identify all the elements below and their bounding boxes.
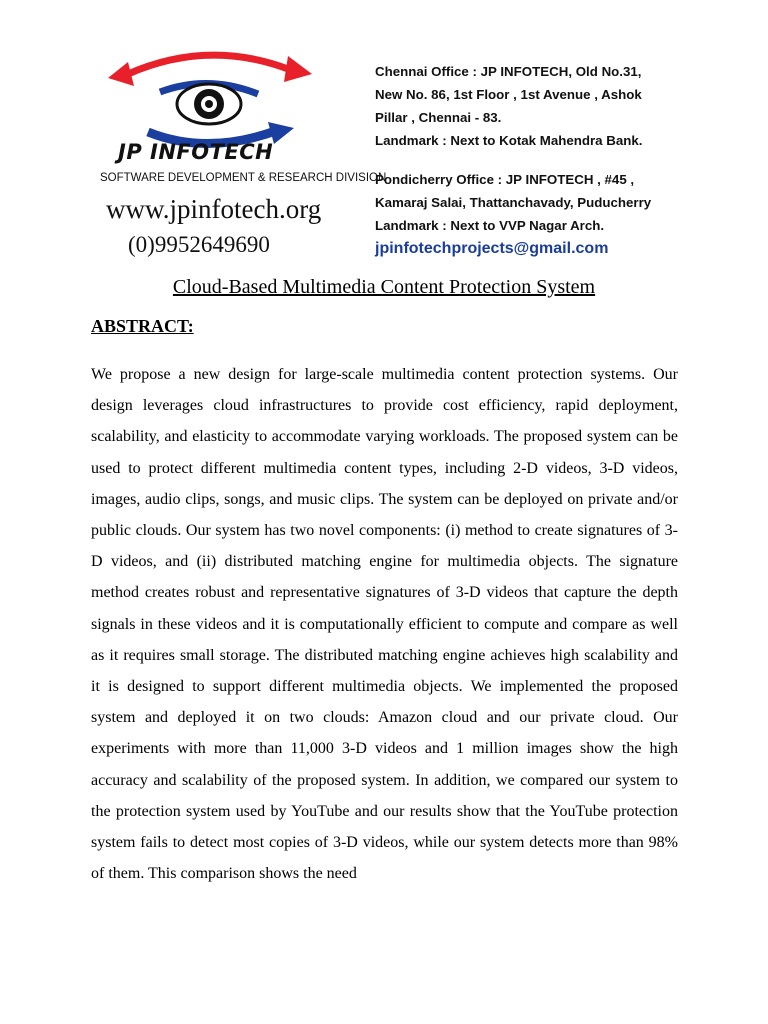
website-link[interactable]: www.jpinfotech.org: [106, 194, 322, 224]
abstract-heading: ABSTRACT:: [91, 316, 194, 336]
chennai-office-address: [375, 60, 642, 152]
pondicherry-office-address: [375, 168, 651, 237]
address-line: Landmark : Next to Kotak Mahendra Bank.: [375, 133, 643, 148]
division-label: SOFTWARE DEVELOPMENT & RESEARCH DIVISION: [100, 172, 387, 184]
address-line: Kamaraj Salai, Thattanchavady, Puducherry: [375, 195, 652, 210]
address-line: Pillar , Chennai - 83.: [375, 110, 502, 125]
document-title: Cloud-Based Multimedia Content Protection System: [172, 276, 596, 298]
address-line: New No. 86, 1st Floor , 1st Avenue , Ashok: [375, 87, 642, 102]
email-link[interactable]: jpinfotechprojects@gmail.com: [375, 240, 609, 257]
phone-number: (0)9952649690: [128, 232, 270, 257]
address-line: Chennai Office : JP INFOTECH, Old No.31,: [375, 64, 642, 79]
letterhead: [88, 44, 683, 270]
abstract-text: We propose a new design for large-scale multimedia content protection systems. Our design leverages cloud infrastructures to provide cost efficiency, rapid deployment, scalability, and elasticity to accommodate varying workloads. The proposed system can be used to protect different multimedia content types, including 2-D videos, 3-D videos, images, audio clips, songs, and music clips. The system can be deployed on private and/or public clouds. Our system has two novel components: (i) method to create signatures of 3-D videos, and (ii) distributed matching engine for multimedia objects. The signature method creates robust and representative signatures of 3-D videos that capture the depth signals in these videos and it is computationally efficient to compute and compare as well as it requires small storage. The distributed matching engine achieves high scalability and it is designed to support different multimedia objects. We implemented the proposed system and deployed it on two clouds: Amazon cloud and our private cloud. Our experiments with more than 11,000 3-D videos and 1 million images show the high accuracy and scalability of the proposed system. In addition, we compared our system to the protection system used by YouTube and our results show that the YouTube protection system fails to detect most copies of 3-D videos, while our system detects more than 98% of them. This comparison shows the need: [91, 366, 678, 883]
company-name: JP INFOTECH: [118, 140, 274, 164]
address-line: Landmark : Next to VVP Nagar Arch.: [375, 218, 605, 233]
address-line: Pondicherry Office : JP INFOTECH , #45 ,: [375, 172, 635, 187]
